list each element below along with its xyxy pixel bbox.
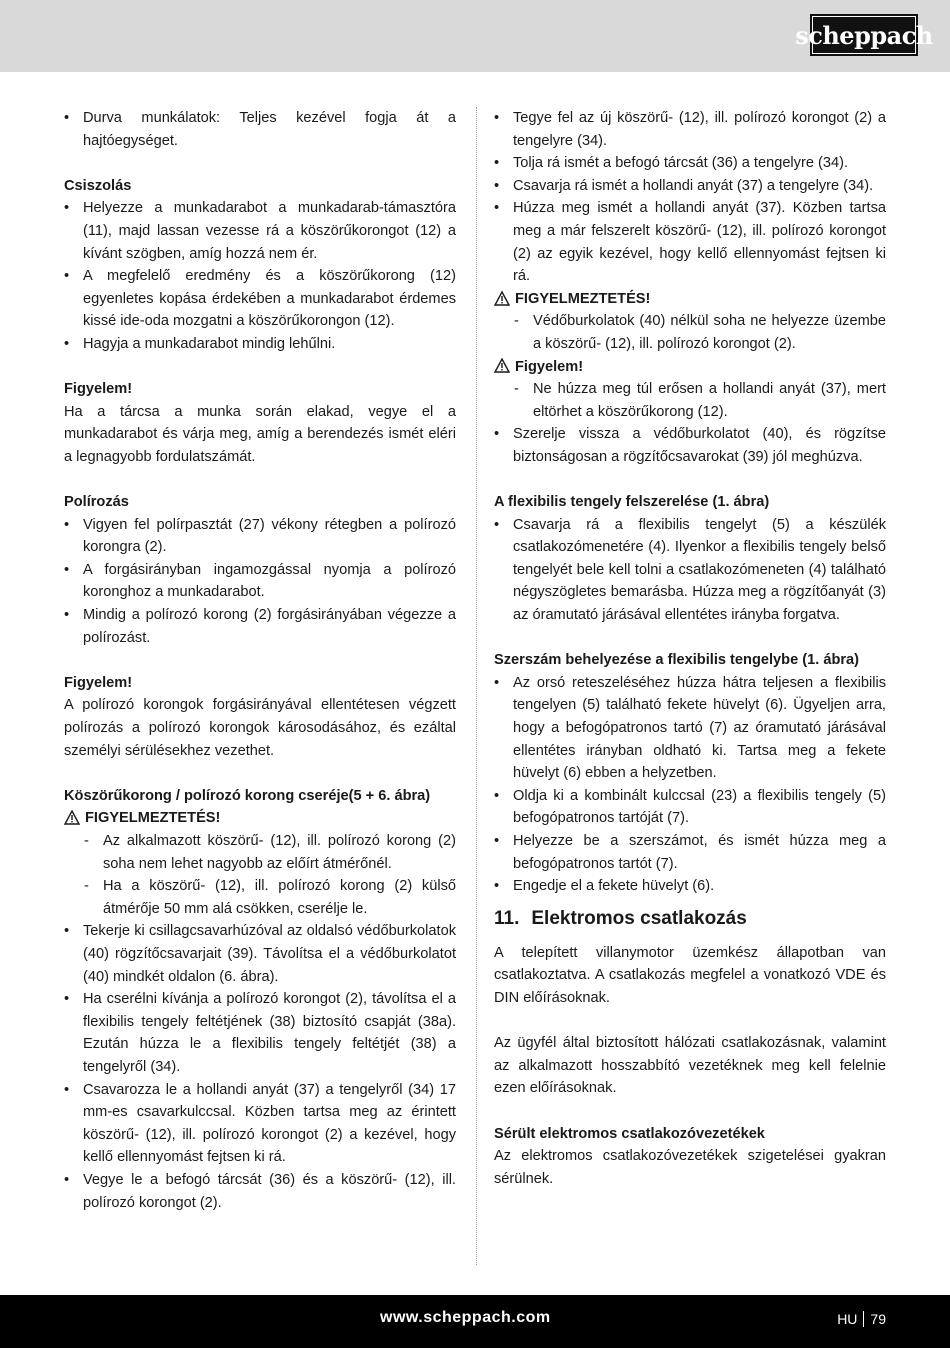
damaged-cables-heading: Sérült elektromos csatlakozóvezetékek [494,1125,765,1142]
list-item: • A megfelelő eredmény és a köszörűkorong (12) egyenletes kopása érdekében a munkadarabot érdemes kissé ide-oda mozgatni a köszörűkorongon (12). [64,265,456,333]
warning-triangle-icon [494,358,510,373]
scheppach-logo: scheppach [810,14,918,56]
warning-triangle-icon [494,291,510,306]
section-heading-polishing: Polírozás [64,494,129,511]
left-column [64,107,456,1214]
list-item: • Engedje el a fekete hüvelyt (6). [494,875,886,898]
tool-insert-list [494,672,886,898]
page-number: 79 [870,1311,886,1327]
warning-notice [494,288,886,311]
section-title-text: Elektromos csatlakozás [531,907,747,929]
section-number: 11. [494,907,520,929]
separator [863,1311,864,1327]
page-indicator [837,1311,886,1327]
footer-bar [0,1295,950,1348]
list-item: - Védőburkolatok (40) nélkül soha ne helyezze üzembe a köszörű- (12), ill. polírozó korongot (2). [494,310,886,355]
list-item: • Oldja ki a kombinált kulccsal (23) a flexibilis tengely (5) befogópatronos tartóját (7). [494,785,886,830]
warning-notice [64,807,456,830]
list-item: • Ha cserélni kívánja a polírozó korongot (2), távolítsa el a flexibilis tengely feltétjének (38) biztosító csapját (38a). Ezután húzza le a flexibilis tengely feltétjét (38) a tengelyről (34). [64,988,456,1078]
polishing-list [64,514,456,650]
section-heading-flex-mount: A flexibilis tengely felszerelése (1. ábra) [494,494,770,511]
list-item: • Hagyja a munkadarabot mindig lehűlni. [64,333,456,356]
list-item: • Csavarozza le a hollandi anyát (37) a tengelyről (34) 17 mm-es csavarkulccsal. Közben tartsa meg az érintett köszörű- (12), ill. polírozó korongot (2) a kezével, hogy kellő ellennyomást fejtsen ki rá. [64,1079,456,1169]
list-item: • Helyezze be a szerszámot, és ismét húzza meg a befogópatronos tartót (7). [494,830,886,875]
section-11-title [494,906,886,932]
flex-mount-list [494,514,886,627]
section-heading-replacement: Köszörűkorong / polírozó korong cseréje(5 + 6. ábra) [64,787,431,804]
list-item: • Mindig a polírozó korong (2) forgásirányában végezze a polírozást. [64,604,456,649]
attention-text: Ha a tárcsa a munka során elakad, vegye el a munkadarabot és várja meg, amíg a berendezés ismét eléri a legnagyobb fordulatszámát. [64,403,456,465]
list-item: • Tolja rá ismét a befogó tárcsát (36) a tengelyre (34). [494,152,886,175]
section-heading-grinding: Csiszolás [64,177,132,194]
list-item: • Durva munkálatok: Teljes kezével fogja át a hajtóegységet. [64,107,456,152]
caution-list [494,378,886,423]
list-item: • Helyezze a munkadarabot a munkadarab-támasztóra (11), majd lassan vezesse rá a köszörűkorongot (12) a kívánt szögben, amíg hozzá nem ér. [64,197,456,265]
list-item: - Az alkalmazott köszörű- (12), ill. polírozó korong (2) soha nem lehet nagyobb az előírt átmérőnél. [64,830,456,875]
caution-label: Figyelem! [515,358,584,375]
list-item: • Tegye fel az új köszörű- (12), ill. polírozó korongot (2) a tengelyre (34). [494,107,886,152]
list-item: • A forgásirányban ingamozgással nyomja a polírozó koronghoz a munkadarabot. [64,559,456,604]
warning-list [494,310,886,355]
list-item: • Vigyen fel polírpasztát (27) vékony rétegben a polírozó korongra (2). [64,514,456,559]
attention-text: A polírozó korongok forgásirányával ellentétesen végzett polírozás a polírozó korongok károsodásához, és ezáltal személyi sérülésekhez vezethet. [64,697,456,759]
paragraph: Az elektromos csatlakozóvezetékek szigetelései gyakran sérülnek. [494,1148,886,1187]
list-item: • Az orsó reteszeléséhez húzza hátra teljesen a flexibilis tengelyen (5) található fekete hüvelyt (6). Ügyeljen arra, hogy a befogópatronos tartó (7) az óramutató járásával ellentétes irányban oldható ki. Tartsa meg a fekete hüvelyt (6) ebben a helyzetben. [494,672,886,785]
grinding-list [64,197,456,355]
right-column [494,107,886,1190]
list-item: • Csavarja rá ismét a hollandi anyát (37) a tengelyre (34). [494,175,886,198]
footer-url: www.scheppach.com [380,1309,551,1326]
intro-list [64,107,456,152]
caution-notice [494,356,886,379]
warning-triangle-icon [64,810,80,825]
attention-heading: Figyelem! [64,381,133,398]
header-bar [0,0,950,72]
list-item: - Ha a köszörű- (12), ill. polírozó korong (2) külső átmérője 50 mm alá csökken, cserélje le. [64,875,456,920]
paragraph: Az ügyfél által biztosított hálózati csatlakozásnak, valamint az alkalmazott hosszabbító vezetéknek meg kell felelnie ezen előírásoknak. [494,1035,886,1097]
list-item: - Ne húzza meg túl erősen a hollandi anyát (37), mert eltörhet a köszörűkorong (12). [494,378,886,423]
column-divider [476,107,477,1265]
list-item: • Csavarja rá a flexibilis tengelyt (5) a készülék csatlakozómenetére (4). Ilyenkor a flexibilis tengely belső tengelyét bele kell tolni a csatlakozómeneten (4) található négyszögletes bemarásba. Húzza meg a rögzítőanyát (3) az óramutató járásával ellentétes irányba forgatva. [494,514,886,627]
replacement-warning-list [64,830,456,920]
section-heading-tool-insert: Szerszám behelyezése a flexibilis tengelybe (1. ábra) [494,652,860,669]
reassembly-list [494,423,886,468]
warning-label: FIGYELMEZTETÉS! [85,810,221,827]
warning-label: FIGYELMEZTETÉS! [515,290,651,307]
replacement-steps-list [64,920,456,1214]
paragraph: A telepített villanymotor üzemkész állapotban van csatlakoztatva. A csatlakozás megfelel a vonatkozó VDE és DIN előírásoknak. [494,944,886,1006]
list-item: • Vegye le a befogó tárcsát (36) és a köszörű- (12), ill. polírozó korongot (2). [64,1169,456,1214]
attention-heading: Figyelem! [64,674,133,691]
list-item: • Tekerje ki csillagcsavarhúzóval az oldalsó védőburkolatok (40) rögzítőcsavarjait (39). Távolítsa el a védőburkolatot (40) mindkét oldalon (6. ábra). [64,920,456,988]
language-code: HU [837,1311,858,1327]
list-item: • Szerelje vissza a védőburkolatot (40), és rögzítse biztonságosan a rögzítőcsavarokat (39) jól meghúzva. [494,423,886,468]
list-item: • Húzza meg ismét a hollandi anyát (37). Közben tartsa meg a már felszerelt köszörű- (12), ill. polírozó korongot (2) az egyik kezével, hogy kellő ellennyomást fejtsen ki rá. [494,197,886,287]
mounting-steps-list [494,107,886,288]
